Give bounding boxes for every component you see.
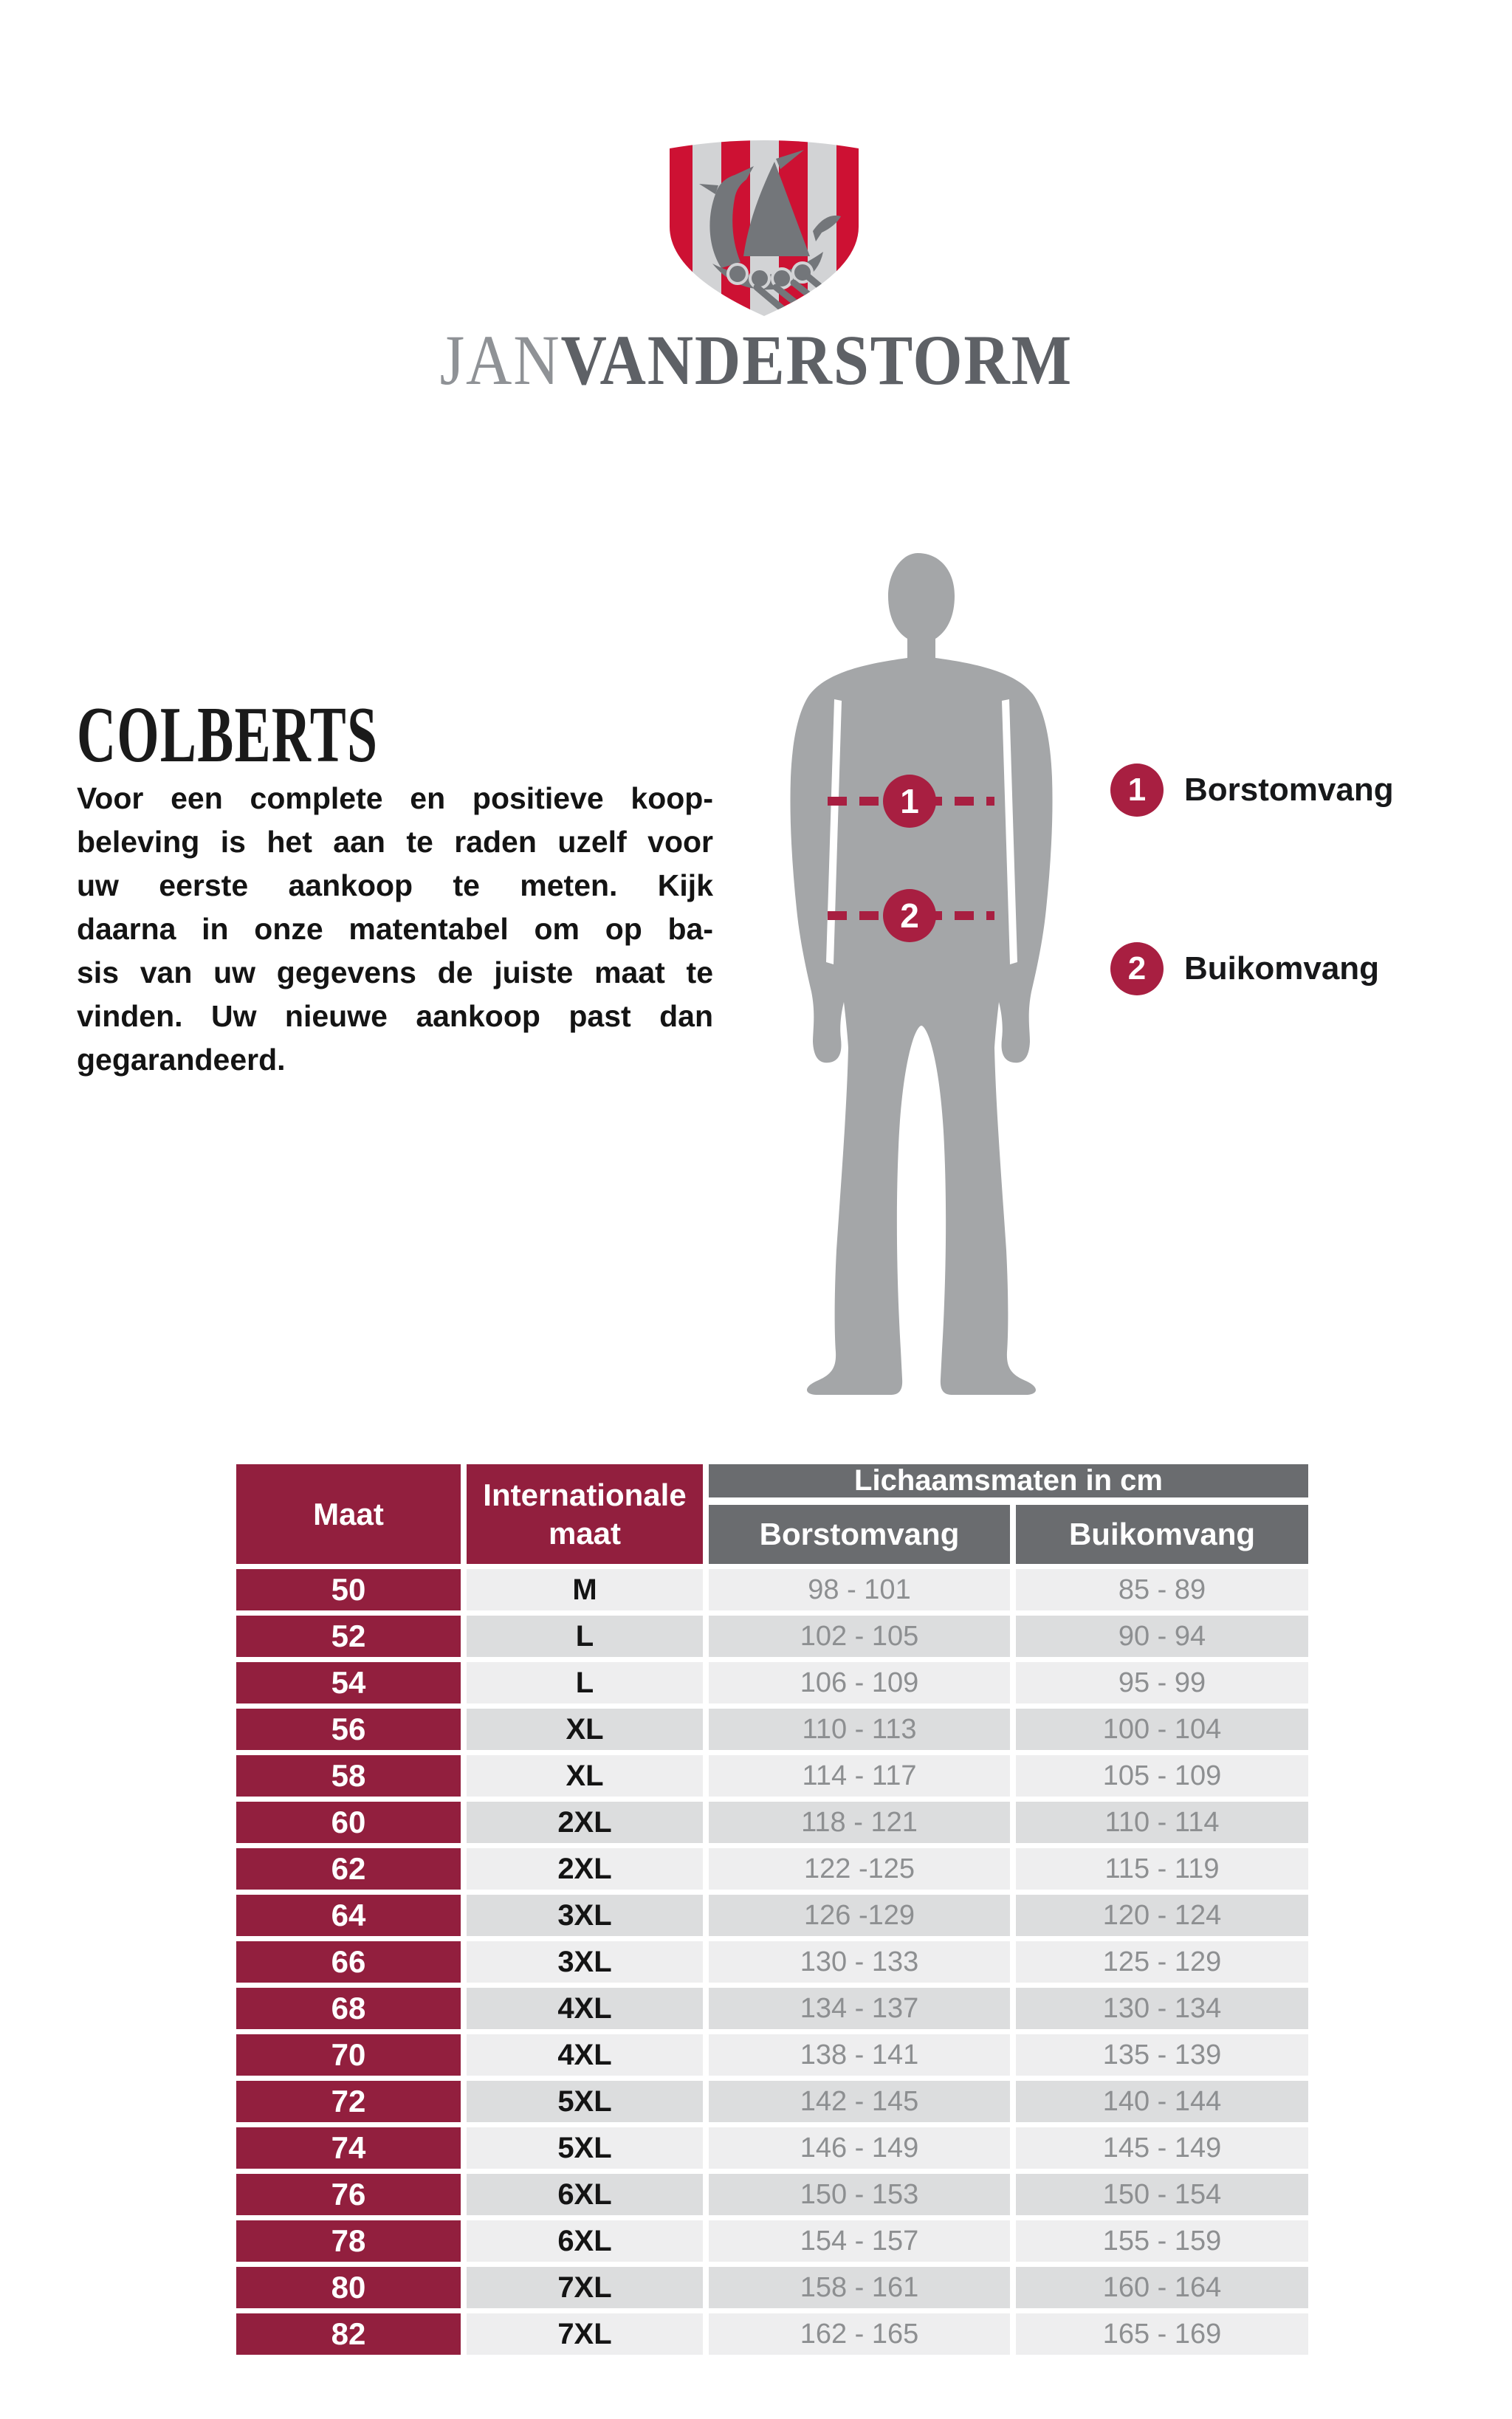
intro-paragraph-line: daarna in onze matentabel om op ba- [77, 912, 713, 946]
size-cell-int: 6XL [467, 2174, 703, 2215]
size-cell-int: 2XL [467, 1802, 703, 1843]
intro-paragraph-line: uw eerste aankoop te meten. Kijk [77, 868, 713, 902]
brand-name-main: VANDERSTORM [560, 320, 1073, 399]
size-cell-maat: 78 [236, 2220, 461, 2262]
size-cell-borstomvang: 158 - 161 [709, 2267, 1010, 2308]
size-cell-borstomvang: 114 - 117 [709, 1755, 1010, 1797]
size-cell-int: 4XL [467, 1988, 703, 2029]
size-cell-int: XL [467, 1755, 703, 1797]
size-cell-buikomvang: 155 - 159 [1016, 2220, 1308, 2262]
size-table [236, 1464, 1308, 2355]
size-cell-buikomvang: 165 - 169 [1016, 2313, 1308, 2355]
chest-marker-badge: 1 [883, 775, 936, 828]
size-cell-buikomvang: 95 - 99 [1016, 1662, 1308, 1703]
size-cell-borstomvang: 106 - 109 [709, 1662, 1010, 1703]
size-cell-maat: 74 [236, 2127, 461, 2169]
legend-badge-2: 2 [1110, 942, 1164, 995]
intro-paragraph-line: vinden. Uw nieuwe aankoop past dan [77, 999, 713, 1033]
size-cell-maat: 64 [236, 1895, 461, 1936]
size-cell-maat: 54 [236, 1662, 461, 1703]
size-cell-maat: 60 [236, 1802, 461, 1843]
size-cell-buikomvang: 85 - 89 [1016, 1569, 1308, 1610]
col-header-buikomvang: Buikomvang [1016, 1505, 1308, 1564]
col-header-borstomvang: Borstomvang [709, 1505, 1010, 1564]
size-cell-int: 5XL [467, 2127, 703, 2169]
size-cell-buikomvang: 125 - 129 [1016, 1941, 1308, 1983]
size-cell-int: 4XL [467, 2034, 703, 2076]
size-cell-borstomvang: 130 - 133 [709, 1941, 1010, 1983]
size-cell-borstomvang: 122 -125 [709, 1848, 1010, 1890]
size-cell-buikomvang: 140 - 144 [1016, 2081, 1308, 2122]
size-cell-int: L [467, 1616, 703, 1657]
size-cell-buikomvang: 160 - 164 [1016, 2267, 1308, 2308]
size-cell-int: 6XL [467, 2220, 703, 2262]
size-cell-borstomvang: 146 - 149 [709, 2127, 1010, 2169]
legend-item-borstomvang [1110, 764, 1394, 817]
size-cell-maat: 52 [236, 1616, 461, 1657]
size-cell-maat: 72 [236, 2081, 461, 2122]
size-cell-maat: 70 [236, 2034, 461, 2076]
intro-paragraph-line: gegarandeerd. [77, 1043, 286, 1077]
size-cell-maat: 50 [236, 1569, 461, 1610]
size-cell-maat: 58 [236, 1755, 461, 1797]
size-cell-borstomvang: 102 - 105 [709, 1616, 1010, 1657]
size-cell-borstomvang: 118 - 121 [709, 1802, 1010, 1843]
chest-measure-line [828, 782, 994, 820]
size-table-header [236, 1464, 1308, 1564]
brand-name-prefix: JAN [439, 320, 561, 399]
size-cell-buikomvang: 130 - 134 [1016, 1988, 1308, 2029]
size-cell-int: 3XL [467, 1941, 703, 1983]
size-cell-maat: 56 [236, 1709, 461, 1750]
size-cell-int: XL [467, 1709, 703, 1750]
size-cell-borstomvang: 150 - 153 [709, 2174, 1010, 2215]
col-header-lichaamsmaten: Lichaamsmaten in cm [709, 1464, 1308, 1497]
col-header-internationale-maat: Internationale maat [467, 1464, 703, 1564]
size-cell-maat: 62 [236, 1848, 461, 1890]
size-cell-buikomvang: 120 - 124 [1016, 1895, 1308, 1936]
size-cell-borstomvang: 98 - 101 [709, 1569, 1010, 1610]
page-title: COLBERTS [77, 691, 379, 779]
size-cell-buikomvang: 115 - 119 [1016, 1848, 1308, 1890]
size-cell-buikomvang: 105 - 109 [1016, 1755, 1308, 1797]
size-cell-borstomvang: 126 -129 [709, 1895, 1010, 1936]
col-header-maat: Maat [236, 1464, 461, 1564]
intro-paragraph-line: beleving is het aan te raden uzelf voor [77, 825, 713, 859]
size-cell-buikomvang: 150 - 154 [1016, 2174, 1308, 2215]
legend-label-buikomvang: Buikomvang [1184, 950, 1380, 987]
size-cell-buikomvang: 90 - 94 [1016, 1616, 1308, 1657]
size-cell-buikomvang: 110 - 114 [1016, 1802, 1308, 1843]
size-cell-maat: 80 [236, 2267, 461, 2308]
size-cell-maat: 66 [236, 1941, 461, 1983]
size-cell-borstomvang: 134 - 137 [709, 1988, 1010, 2029]
size-cell-borstomvang: 138 - 141 [709, 2034, 1010, 2076]
size-cell-int: L [467, 1662, 703, 1703]
size-cell-maat: 76 [236, 2174, 461, 2215]
size-cell-int: 7XL [467, 2267, 703, 2308]
brand-wordmark [0, 320, 1512, 399]
size-cell-buikomvang: 135 - 139 [1016, 2034, 1308, 2076]
size-cell-buikomvang: 145 - 149 [1016, 2127, 1308, 2169]
standing-man-silhouette [780, 549, 1063, 1407]
size-cell-maat: 68 [236, 1988, 461, 2029]
brand-crest-logo [664, 137, 865, 318]
size-table-body [236, 1569, 1308, 2355]
intro-paragraph-line: sis van uw gegevens de juiste maat te [77, 955, 713, 989]
intro-paragraph-line: Voor een complete en positieve koop- [77, 781, 713, 815]
size-cell-borstomvang: 162 - 165 [709, 2313, 1010, 2355]
waist-marker-badge: 2 [883, 889, 936, 942]
size-cell-buikomvang: 100 - 104 [1016, 1709, 1308, 1750]
size-cell-int: 7XL [467, 2313, 703, 2355]
intro-paragraph [77, 777, 713, 1082]
size-cell-borstomvang: 110 - 113 [709, 1709, 1010, 1750]
size-cell-int: 5XL [467, 2081, 703, 2122]
legend-item-buikomvang [1110, 942, 1379, 995]
size-cell-int: 2XL [467, 1848, 703, 1890]
legend-badge-1: 1 [1110, 764, 1164, 817]
size-cell-borstomvang: 142 - 145 [709, 2081, 1010, 2122]
waist-measure-line [828, 896, 994, 935]
size-cell-int: 3XL [467, 1895, 703, 1936]
legend-label-borstomvang: Borstomvang [1184, 772, 1394, 808]
size-cell-int: M [467, 1569, 703, 1610]
size-cell-maat: 82 [236, 2313, 461, 2355]
size-cell-borstomvang: 154 - 157 [709, 2220, 1010, 2262]
